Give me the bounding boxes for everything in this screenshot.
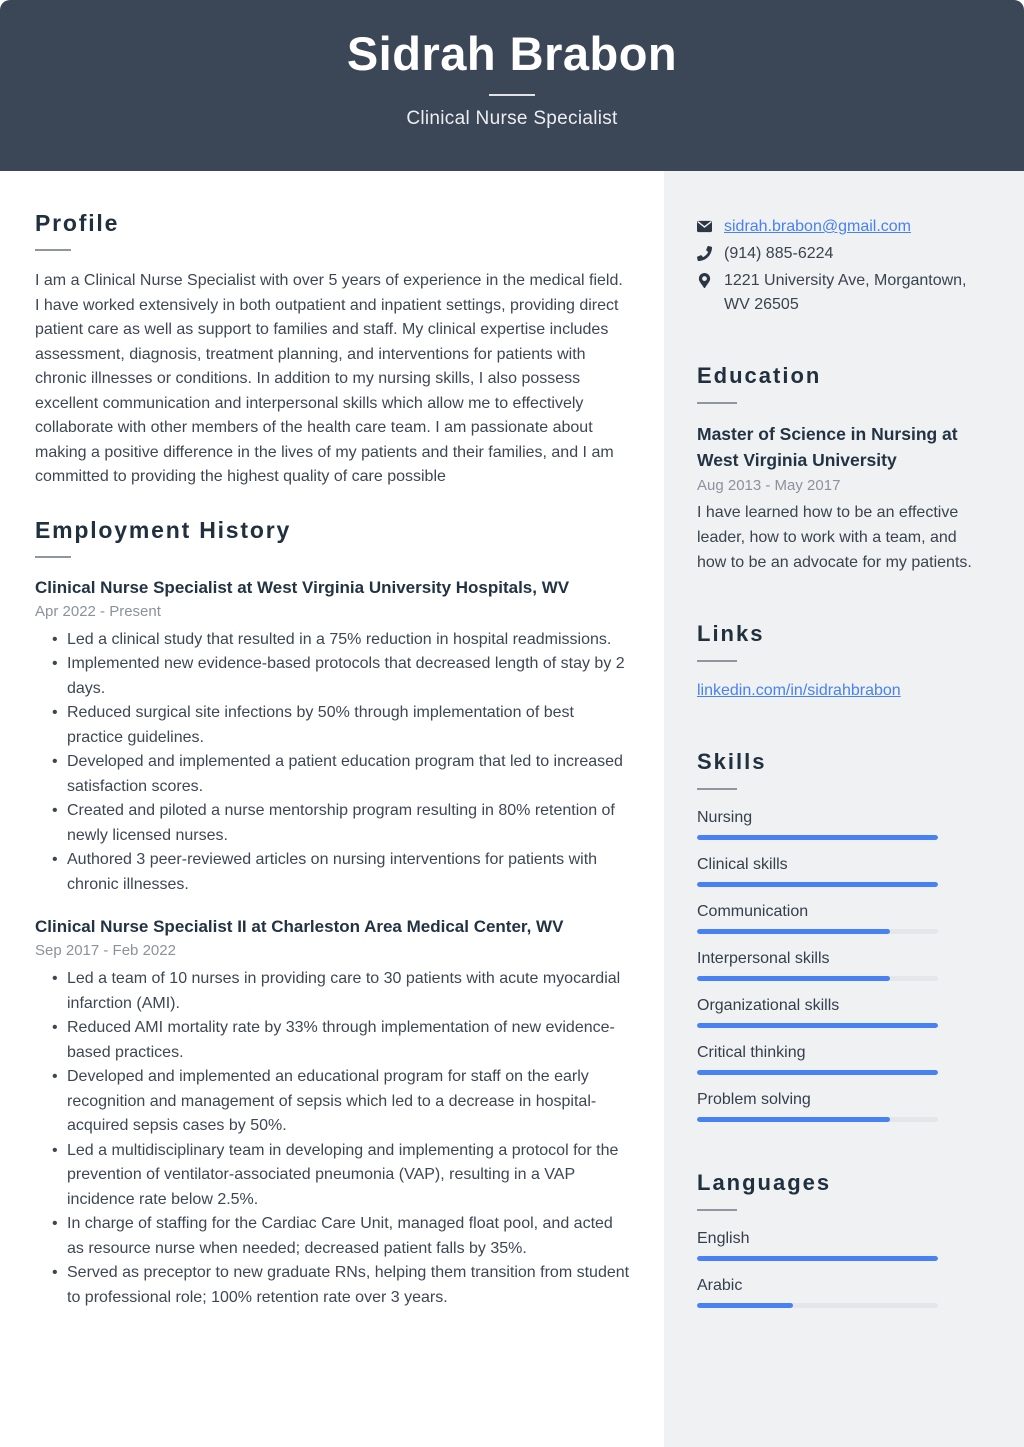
bar-fill <box>697 1070 938 1075</box>
job-list <box>35 576 630 1311</box>
sidebar <box>664 171 1024 1447</box>
section-divider <box>35 249 71 251</box>
job-bullet: • Led a team of 10 nurses in providing care to 30 patients with acute myocardial infarction (AMI). <box>35 967 630 1016</box>
languages-section <box>697 1170 985 1308</box>
phone-icon <box>697 246 712 261</box>
bar-label: Critical thinking <box>697 1044 806 1061</box>
bar-fill <box>697 882 938 887</box>
bar-label: Nursing <box>697 809 753 826</box>
job-title: Clinical Nurse Specialist II at Charleston Area Medical Center, WV <box>35 917 564 936</box>
bar-label: Clinical skills <box>697 856 788 873</box>
bar-fill <box>697 1117 890 1122</box>
job-dates: Sep 2017 - Feb 2022 <box>35 942 176 959</box>
job-bullets <box>35 967 630 1310</box>
job-bullet: • In charge of staffing for the Cardiac Care Unit, managed float pool, and acted as resource nurse when needed; decreased patient falls by 35%. <box>35 1212 630 1261</box>
profile-text: I am a Clinical Nurse Specialist with over 5 years of experience in the medical field. I have worked extensively in both outpatient and inpatient settings, providing direct patient care as well as support to families and staff. My clinical expertise includes assessment, diagnosis, treatment planning, and interventions for patients with chronic illnesses or conditions. In addition to my nursing skills, I also possess excellent communication and interpersonal skills which allow me to effectively collaborate with other members of the health care team. I am passionate about making a positive difference in the lives of my patients and their families, and I am committed to providing the highest quality of care possible <box>35 272 623 485</box>
section-divider <box>697 1209 737 1211</box>
job-entry <box>35 915 630 1310</box>
education-description: I have learned how to be an effective leader, how to work with a team, and how to be an advocate for my patients. <box>697 504 972 571</box>
bar-track <box>697 835 938 840</box>
skills-section <box>697 749 985 1122</box>
phone-number: (914) 885-6224 <box>724 245 834 262</box>
candidate-name: Sidrah Brabon <box>346 27 678 80</box>
job-bullet: • Developed and implemented an educational program for staff on the early recognition and management of sepsis which led to a decrease in hospital-acquired sepsis cases by 50%. <box>35 1065 630 1139</box>
bar-label: Interpersonal skills <box>697 950 830 967</box>
section-divider <box>35 556 71 558</box>
bar-row <box>697 1089 985 1122</box>
address-line-1: 1221 University Ave, Morgantown, <box>724 272 967 289</box>
education-section <box>697 363 985 575</box>
bar-track <box>697 976 938 981</box>
bar-track <box>697 1256 938 1261</box>
job-bullet: • Developed and implemented a patient education program that led to increased satisfaction scores. <box>35 750 630 799</box>
job-bullet: • Implemented new evidence-based protocols that decreased length of stay by 2 days. <box>35 652 630 701</box>
address <box>724 269 967 317</box>
bar-label: Communication <box>697 903 809 920</box>
profile-section <box>35 209 630 490</box>
education-dates: Aug 2013 - May 2017 <box>697 477 841 494</box>
job-bullet: • Authored 3 peer-reviewed articles on nursing interventions for patients with chronic illnesses. <box>35 848 630 897</box>
employment-section <box>35 516 630 1311</box>
link-item <box>697 679 985 703</box>
job-bullet: • Reduced surgical site infections by 50% through implementation of best practice guidelines. <box>35 701 630 750</box>
skills-heading: Skills <box>697 749 767 774</box>
languages-list <box>697 1228 985 1308</box>
job-bullet: • Served as preceptor to new graduate RNs, helping them transition from student to professional role; 100% retention rate over 3 years. <box>35 1261 630 1310</box>
bar-track <box>697 1303 938 1308</box>
contact-address-row <box>697 269 985 317</box>
bar-label: Arabic <box>697 1277 743 1294</box>
job-entry <box>35 576 630 898</box>
bar-row <box>697 901 985 934</box>
languages-heading: Languages <box>697 1170 832 1195</box>
job-bullet: • Created and piloted a nurse mentorship program resulting in 80% retention of newly licensed nurses. <box>35 799 630 848</box>
linkedin-link[interactable]: linkedin.com/in/sidrahbrabon <box>697 682 901 699</box>
education-heading: Education <box>697 363 822 388</box>
skills-list <box>697 807 985 1122</box>
links-heading: Links <box>697 621 765 646</box>
map-pin-icon <box>697 273 712 288</box>
contact-block <box>697 215 985 317</box>
bar-fill <box>697 976 890 981</box>
bar-row <box>697 807 985 840</box>
job-bullet: • Led a clinical study that resulted in a 75% reduction in hospital readmissions. <box>35 628 630 653</box>
email-link[interactable]: sidrah.brabon@gmail.com <box>724 218 911 235</box>
bar-row <box>697 948 985 981</box>
bar-track <box>697 1070 938 1075</box>
bar-track <box>697 882 938 887</box>
contact-email-row <box>697 215 985 239</box>
address-line-2: WV 26505 <box>724 296 799 313</box>
job-dates: Apr 2022 - Present <box>35 602 161 620</box>
bar-row <box>697 1042 985 1075</box>
job-bullets <box>35 628 630 898</box>
bar-track <box>697 929 938 934</box>
bar-fill <box>697 929 890 934</box>
section-divider <box>697 788 737 790</box>
links-section <box>697 621 985 703</box>
section-divider <box>697 402 737 404</box>
bar-row <box>697 854 985 887</box>
employment-heading: Employment History <box>35 516 292 543</box>
bar-fill <box>697 1256 938 1261</box>
main-column <box>0 171 664 1447</box>
bar-fill <box>697 835 938 840</box>
section-divider <box>697 660 737 662</box>
job-bullet: • Led a multidisciplinary team in developing and implementing a protocol for the prevention of ventilator-associated pneumonia (VAP), resulting in a VAP incidence rate below 2.5%. <box>35 1139 630 1213</box>
bar-row <box>697 1228 985 1261</box>
bar-track <box>697 1023 938 1028</box>
header-divider <box>489 94 535 96</box>
job-bullet: • Reduced AMI mortality rate by 33% through implementation of new evidence-based practices. <box>35 1016 630 1065</box>
education-degree: Master of Science in Nursing at West Virginia University <box>697 424 958 470</box>
bar-label: Problem solving <box>697 1091 811 1108</box>
bar-row <box>697 995 985 1028</box>
job-title: Clinical Nurse Specialist at West Virginia University Hospitals, WV <box>35 577 570 597</box>
bar-track <box>697 1117 938 1122</box>
email-link-wrap <box>724 215 911 239</box>
bar-label: Organizational skills <box>697 997 840 1014</box>
bar-label: English <box>697 1230 750 1247</box>
profile-heading: Profile <box>35 210 120 236</box>
envelope-icon <box>697 219 712 234</box>
bar-fill <box>697 1303 793 1308</box>
header <box>0 0 1024 171</box>
candidate-job-title: Clinical Nurse Specialist <box>406 108 618 129</box>
bar-fill <box>697 1023 938 1028</box>
bar-row <box>697 1275 985 1308</box>
contact-phone-row <box>697 242 985 266</box>
